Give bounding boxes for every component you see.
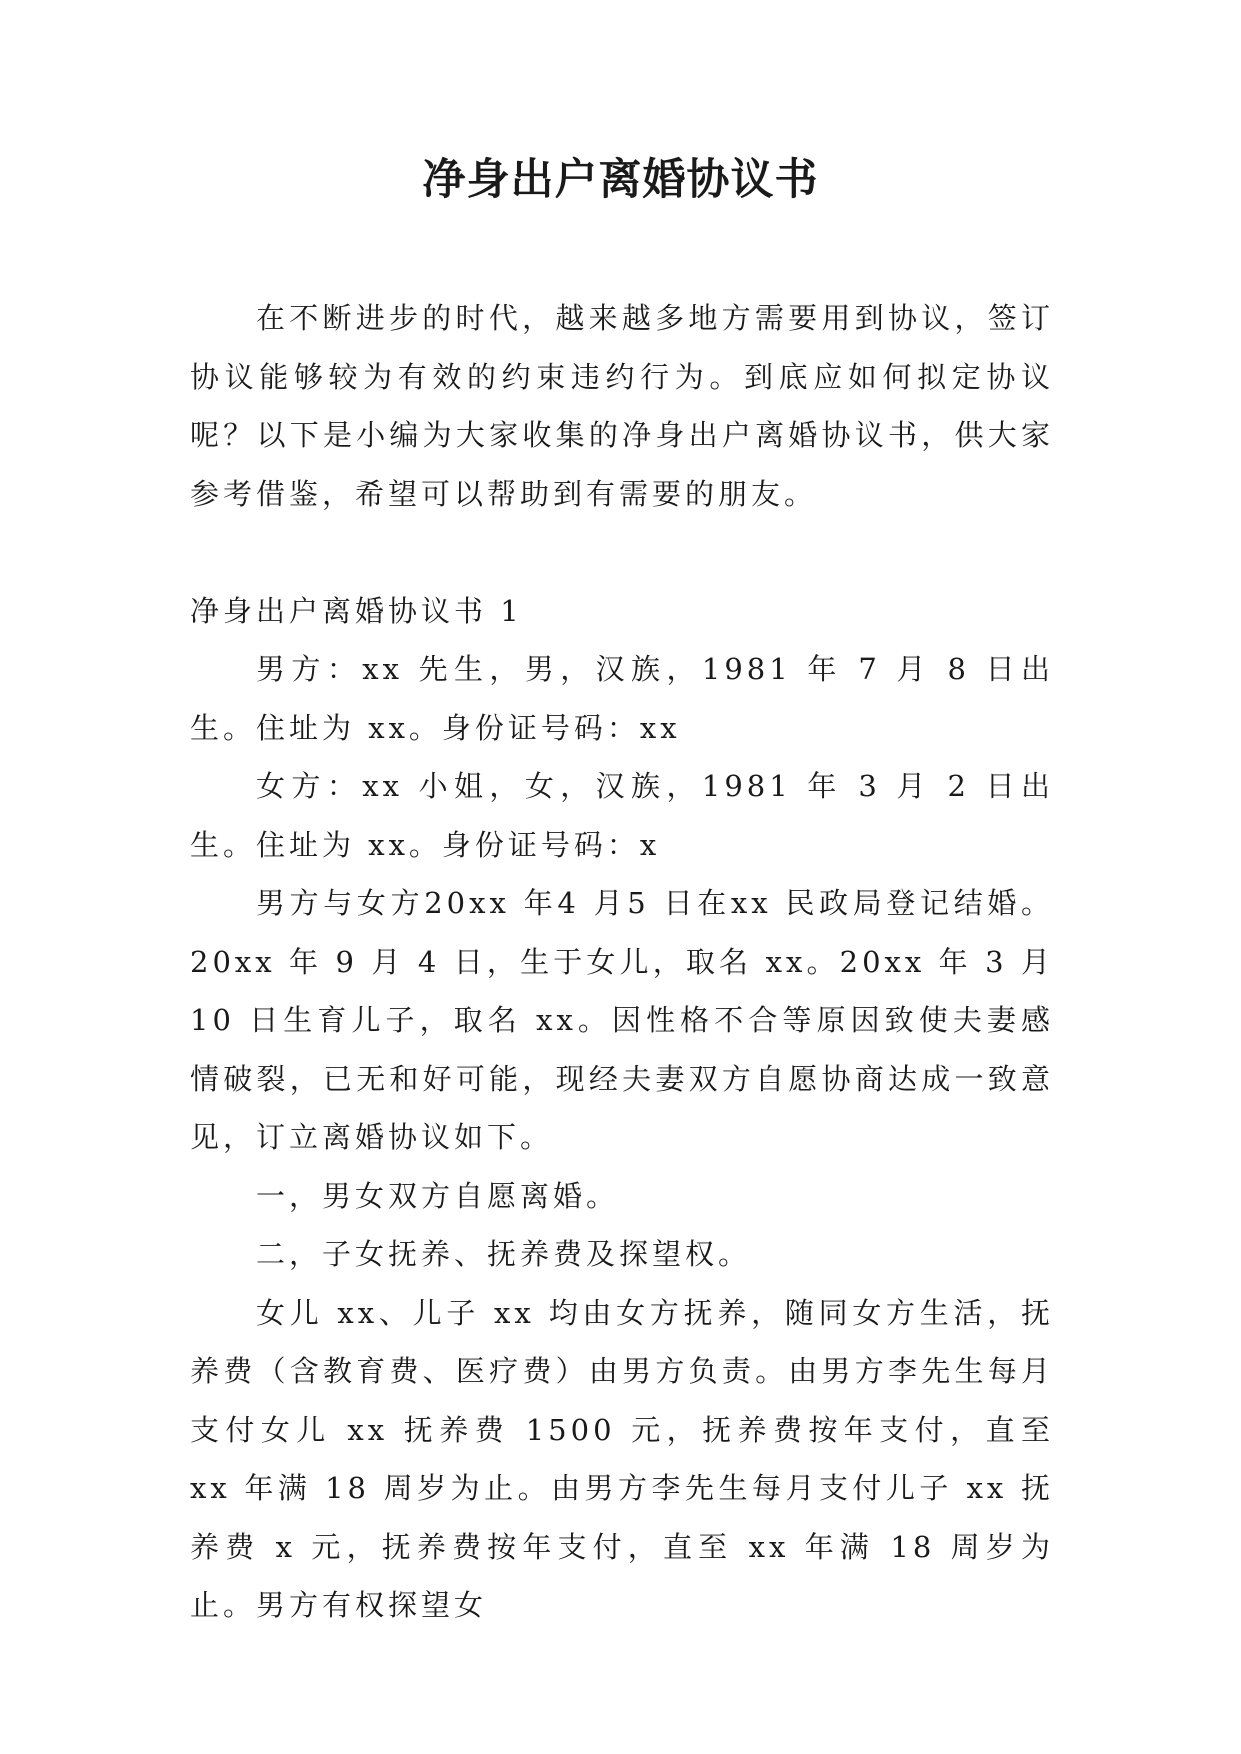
intro-paragraph: 在不断进步的时代，越来越多地方需要用到协议，签订协议能够较为有效的约束违约行为。到底应如何拟定协议呢？以下是小编为大家收集的净身出户离婚协议书，供大家参考借鉴，希望可以帮助到有需要的朋友。 [190, 301, 1054, 511]
paragraph-spacer [190, 523, 1054, 582]
document-body [190, 289, 1054, 1635]
document-title: 净身出户离婚协议书 [422, 155, 819, 205]
section-heading: 净身出户离婚协议书 1 [190, 593, 523, 628]
male-party-paragraph: 男方：xx 先生，男，汉族，1981 年 7 月 8 日出生。住址为 xx。身份证号码：xx [190, 652, 1054, 745]
female-party-paragraph: 女方：xx 小姐，女，汉族，1981 年 3 月 2 日出生。住址为 xx。身份证号码：x [190, 769, 1054, 862]
marriage-background-paragraph: 男方与女方20xx 年4 月5 日在xx 民政局登记结婚。20xx 年 9 月 4 日，生于女儿，取名 xx。20xx 年 3 月 10 日生育儿子，取名 xx。因性格不合等原因致使夫妻感情破裂，已无和好可能，现经夫妻双方自愿协商达成一致意见，订立离婚协议如下。 [190, 886, 1054, 1154]
clause-one: 一，男女双方自愿离婚。 [256, 1178, 620, 1213]
child-support-paragraph: 女儿 xx、儿子 xx 均由女方抚养，随同女方生活，抚养费（含教育费、医疗费）由男方负责。由男方李先生每月支付女儿 xx 抚养费 1500 元，抚养费按年支付，直至 xx 年满 18 周岁为止。由男方李先生每月支付儿子 xx 抚养费 x 元，抚养费按年支付，直至 xx 年满 18 周岁为止。男方有权探望女 [190, 1295, 1054, 1622]
clause-two: 二，子女抚养、抚养费及探望权。 [256, 1237, 752, 1271]
